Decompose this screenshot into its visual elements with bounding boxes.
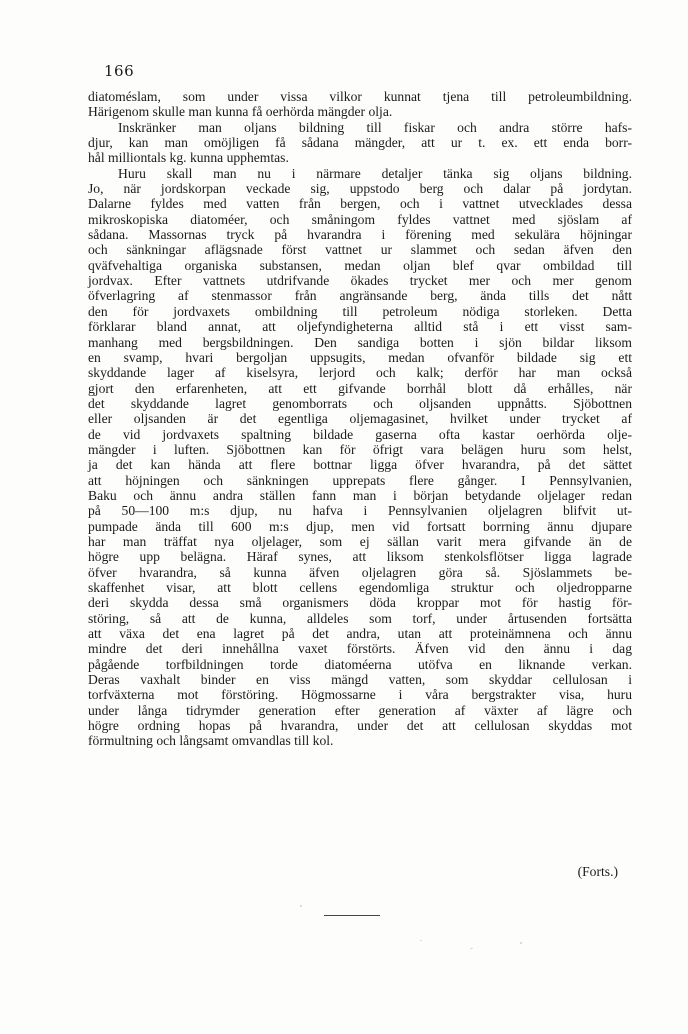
text-line: Deras vaxhalt binder en viss mängd vatten, som skyddar cellulosan i (88, 672, 632, 688)
text-line: förmultning och långsamt omvandlas till kol. (88, 733, 334, 749)
text-line: manhang med bergsbildningen. Den sandiga botten i sjön bildar liksom (88, 334, 632, 350)
text-line: det skyddande lagret genomborrats och oljsanden uppnåtts. Sjöbottnen (88, 395, 632, 411)
text-line: eller oljsanden är det egentliga oljemagasinet, hvilket under trycket af (88, 411, 632, 427)
text-line: mindre det deri innehållna vaxet förstörts. Äfven vid den ännu i dag (88, 641, 632, 657)
paper-speck (470, 948, 473, 949)
text-line: störing, så att de kunna, alldeles som torf, under årtusenden fortsätta (88, 610, 632, 626)
section-divider (324, 915, 380, 916)
text-line: djur, kan man omöjligen få sådana mängder, att ur t. ex. ett enda borr- (88, 135, 632, 151)
text-line: och sänkningar aflägsnade först vattnet ur slammet och sedan äfven den (88, 242, 632, 258)
text-line: Dalarne fyldes med vatten från bergen, och i vattnet utvecklades dessa (88, 196, 632, 212)
text-line: att höjningen och sänkningen upprepats flere gånger. I Pennsylvanien, (88, 472, 632, 488)
text-line: pumpade ända till 600 m:s djup, men vid fortsatt borrning ännu djupare (88, 518, 632, 534)
text-line: förklarar bland annat, att oljefyndigheterna alltid stå i ett visst sam- (88, 319, 632, 335)
text-line: pågående torfbildningen torde diatoméerna utöfva en liknande verkan. (88, 656, 632, 672)
text-line: Huru skall man nu i närmare detaljer tänka sig oljans bildning. (118, 165, 632, 181)
body-text (88, 89, 632, 749)
page-number: 166 (104, 62, 135, 80)
text-line: högre ordning hopas på hvarandra, under det att cellulosan skyddas mot (88, 718, 632, 734)
text-line: jordvax. Efter vattnets utdrifvande ökades trycket mer och mer genom (88, 273, 632, 289)
text-line: Jo, när jordskorpan veckade sig, uppstodo berg och dalar på jordytan. (88, 181, 632, 197)
text-line: Baku och ännu andra ställen fann man i början betydande oljelager redan (88, 487, 632, 503)
continued-marker: (Forts.) (577, 864, 618, 879)
text-line: under långa tidrymder generation efter generation af växter af lägre och (88, 702, 632, 718)
text-line: en svamp, hvari bergoljan uppsugits, medan ofvanför bildade sig ett (88, 349, 632, 365)
text-line: öfverlagring af stenmassor från angränsande berg, ända tills det nått (88, 288, 632, 304)
paper-speck (300, 905, 302, 907)
text-line: högre upp belägna. Häraf synes, att liksom stenkolsflötser ligga lagrade (88, 549, 632, 565)
text-line: Inskränker man oljans bildning till fiskar och andra större hafs- (118, 119, 632, 135)
text-line: torfväxterna mot förstöring. Högmossarne i våra bergstrakter visa, huru (88, 687, 632, 703)
text-line: den för jordvaxets ombildning till petroleum nödiga storleken. Detta (88, 303, 632, 319)
text-line: qväfvehaltiga organiska substansen, medan oljan blef qvar ombildad till (88, 257, 632, 273)
text-line: att växa det ena lagret på det andra, utan att proteinämnena och ännu (88, 626, 632, 642)
text-line: öfver hvarandra, så kunna äfven oljelagren göra så. Sjöslammets be- (88, 564, 632, 580)
text-line: sådana. Massornas tryck på hvarandra i förening med sekulära höjningar (88, 227, 632, 243)
text-line: deri skydda dessa små organismers döda kroppar mot för hastig för- (88, 595, 632, 611)
text-line: gjort den erfarenheten, att ett gifvande borrhål blott då erhålles, när (88, 380, 632, 396)
paper-speck (420, 940, 422, 941)
text-line: har man träffat nya oljelager, som ej sällan varit mera gifvande än de (88, 533, 632, 549)
text-line: de vid jordvaxets spaltning bildade gaserna ofta kastar oerhörda olje- (88, 426, 632, 442)
text-line: hål milliontals kg. kunna upphemtas. (88, 150, 289, 166)
text-line: diatoméslam, som under vissa vilkor kunnat tjena till petroleumbildning. (88, 89, 632, 104)
text-line: ja det kan hända att flere bottnar ligga öfver hvarandra, på det sättet (88, 457, 632, 473)
text-line: skaffenhet visar, att blott cellens egendomliga struktur och oljedropparne (88, 580, 632, 595)
paper-speck (520, 942, 522, 944)
text-line: Härigenom skulle man kunna få oerhörda mängder olja. (88, 104, 393, 120)
text-line: på 50—100 m:s djup, nu hafva i Pennsylvanien oljelagren blifvit ut- (88, 503, 632, 519)
text-line: mikroskopiska diatoméer, och småningom fyldes vattnet med sjöslam af (88, 211, 632, 227)
text-line: skyddande lager af kiselsyra, lerjord och kalk; derför har man också (88, 365, 632, 381)
text-line: mängder i luften. Sjöbottnen kan för öfrigt vara belägen huru som helst, (88, 441, 632, 457)
